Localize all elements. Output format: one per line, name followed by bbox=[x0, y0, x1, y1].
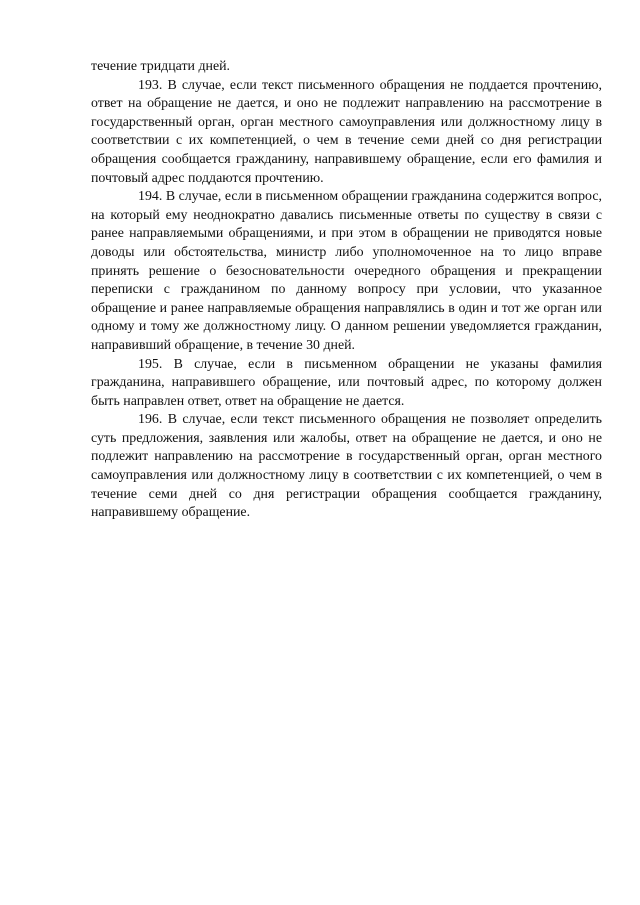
paragraph-text: В случае, если в письменном обращении не указаны фамилия гражданина, направившего обращение, или почтовый адрес, по которому должен быть направлен ответ, ответ на обращение не дается. bbox=[91, 356, 602, 409]
paragraph-text: В случае, если в письменном обращении гражданина содержится вопрос, на который ему неоднократно давались письменные ответы по существу в связи с ранее направляемыми обращениями, и при этом в обращении не приводятся новые доводы или обстоятельства, министр либо уполномоченное на то лицо вправе принять решение о безосновательности очередного обращения и прекращении переписки с гражданином по данному вопросу при условии, что указанное обращение и ранее направляемые обращения направлялись в один и тот же орган или одному и тому же должностному лицу. О данном решении уведомляется гражданин, направивший обращение, в течение 30 дней. bbox=[91, 189, 602, 353]
continuation-line: течение тридцати дней. bbox=[91, 59, 231, 74]
document-body bbox=[91, 58, 602, 523]
paragraph-196 bbox=[91, 411, 602, 523]
paragraph-194 bbox=[91, 188, 602, 355]
paragraph-number: 195. bbox=[138, 356, 163, 372]
paragraph-193 bbox=[91, 77, 602, 189]
paragraph-number: 194. bbox=[138, 189, 163, 205]
paragraph-text: В случае, если текст письменного обращения не поддается прочтению, ответ на обращение не дается, и оно не подлежит направлению на рассмотрение в государственный орган, орган местного самоуправления или должностному лицу в соответствии с их компетенцией, о чем в течение семи дней со дня регистрации обращения сообщается гражданину, направившему обращение, если его фамилия и почтовый адрес поддаются прочтению. bbox=[91, 77, 602, 186]
paragraph-195 bbox=[91, 356, 602, 412]
paragraph-number: 196. bbox=[138, 412, 163, 428]
paragraph-text: В случае, если текст письменного обращения не позволяет определить суть предложения, заявления или жалобы, ответ на обращение не дается, и оно не подлежит направлению на рассмотрение в государственный орган, орган местного самоуправления или должностному лицу в соответствии с их компетенцией, о чем в течение семи дней со дня регистрации обращения сообщается гражданину, направившему обращение. bbox=[91, 412, 602, 521]
paragraph-number: 193. bbox=[138, 77, 163, 93]
